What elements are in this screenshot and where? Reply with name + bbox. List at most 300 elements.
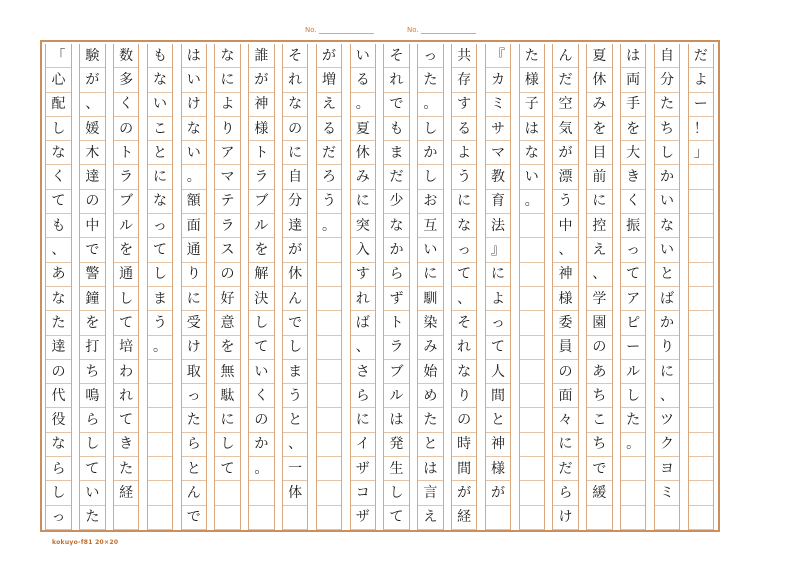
handwritten-character: 教 bbox=[490, 169, 505, 186]
handwritten-character: ち bbox=[592, 387, 607, 404]
manuscript-square bbox=[689, 506, 714, 530]
manuscript-square bbox=[452, 360, 477, 384]
handwritten-character: 時 bbox=[457, 436, 472, 453]
handwritten-character: た bbox=[119, 460, 134, 477]
manuscript-square bbox=[418, 311, 443, 335]
handwritten-character: 。 bbox=[355, 96, 370, 113]
manuscript-column bbox=[214, 44, 241, 530]
manuscript-square bbox=[486, 384, 511, 408]
manuscript-square bbox=[148, 360, 173, 384]
handwritten-character: 意 bbox=[220, 314, 235, 331]
handwritten-character: ら bbox=[85, 412, 100, 429]
manuscript-square bbox=[553, 190, 578, 214]
handwritten-character: い bbox=[186, 144, 201, 161]
handwritten-character: に bbox=[186, 290, 201, 307]
manuscript-square bbox=[317, 384, 342, 408]
handwritten-character: 額 bbox=[186, 193, 201, 210]
manuscript-square bbox=[46, 263, 71, 287]
manuscript-square bbox=[689, 166, 714, 190]
handwritten-character: よ bbox=[693, 71, 708, 88]
handwritten-character: そ bbox=[457, 314, 472, 331]
handwritten-character: め bbox=[423, 387, 438, 404]
handwritten-character: た bbox=[423, 412, 438, 429]
manuscript-square bbox=[587, 336, 612, 360]
manuscript-square bbox=[148, 384, 173, 408]
manuscript-square bbox=[249, 68, 274, 92]
handwritten-character: で bbox=[389, 96, 404, 113]
handwritten-character: の bbox=[288, 120, 303, 137]
handwritten-character: っ bbox=[423, 47, 438, 64]
handwritten-character: 夏 bbox=[592, 47, 607, 64]
manuscript-square bbox=[114, 93, 139, 117]
handwritten-character: と bbox=[490, 412, 505, 429]
manuscript-square bbox=[655, 481, 680, 505]
manuscript-square bbox=[215, 117, 240, 141]
handwritten-character: 。 bbox=[321, 217, 336, 234]
manuscript-square bbox=[486, 287, 511, 311]
handwritten-character: し bbox=[288, 339, 303, 356]
handwritten-character: が bbox=[288, 242, 303, 259]
handwritten-character: え bbox=[423, 509, 438, 526]
handwritten-character: と bbox=[423, 436, 438, 453]
handwritten-character: 神 bbox=[490, 436, 505, 453]
handwritten-character: 神 bbox=[558, 266, 573, 283]
handwritten-character: 役 bbox=[51, 412, 66, 429]
manuscript-square bbox=[182, 311, 207, 335]
manuscript-square bbox=[553, 141, 578, 165]
manuscript-square bbox=[486, 457, 511, 481]
handwritten-character: ツ bbox=[659, 412, 674, 429]
manuscript-square bbox=[114, 311, 139, 335]
handwritten-character: ！ bbox=[693, 120, 708, 137]
handwritten-character: 一 bbox=[288, 460, 303, 477]
manuscript-square bbox=[182, 190, 207, 214]
manuscript-square bbox=[148, 481, 173, 505]
manuscript-square bbox=[689, 68, 714, 92]
handwritten-character: 培 bbox=[119, 339, 134, 356]
manuscript-square bbox=[520, 166, 545, 190]
number-underline bbox=[421, 27, 476, 34]
handwritten-character: う bbox=[152, 314, 167, 331]
manuscript-square bbox=[452, 409, 477, 433]
manuscript-square bbox=[215, 287, 240, 311]
handwritten-character: 代 bbox=[51, 387, 66, 404]
manuscript-square bbox=[317, 117, 342, 141]
handwritten-character: 。 bbox=[186, 169, 201, 186]
manuscript-square bbox=[655, 141, 680, 165]
manuscript-column bbox=[350, 44, 377, 530]
manuscript-square bbox=[587, 68, 612, 92]
manuscript-square bbox=[114, 384, 139, 408]
handwritten-character: け bbox=[558, 509, 573, 526]
manuscript-square bbox=[148, 311, 173, 335]
manuscript-square bbox=[317, 433, 342, 457]
handwritten-character: か bbox=[659, 169, 674, 186]
handwritten-character: れ bbox=[355, 290, 370, 307]
handwritten-character: 前 bbox=[592, 169, 607, 186]
handwritten-character: 園 bbox=[592, 314, 607, 331]
manuscript-square bbox=[114, 214, 139, 238]
manuscript-square bbox=[182, 409, 207, 433]
manuscript-square bbox=[587, 433, 612, 457]
handwritten-character: ち bbox=[592, 436, 607, 453]
handwritten-character: 存 bbox=[457, 71, 472, 88]
manuscript-column bbox=[519, 44, 546, 530]
manuscript-square bbox=[553, 214, 578, 238]
number-label-left bbox=[305, 26, 374, 34]
manuscript-square bbox=[452, 311, 477, 335]
manuscript-square bbox=[182, 360, 207, 384]
manuscript-column bbox=[552, 44, 579, 530]
handwritten-character: サ bbox=[490, 120, 505, 137]
handwritten-character: 目 bbox=[592, 144, 607, 161]
manuscript-square bbox=[621, 68, 646, 92]
manuscript-square bbox=[689, 457, 714, 481]
manuscript-square bbox=[621, 384, 646, 408]
manuscript-square bbox=[418, 214, 443, 238]
handwritten-character: か bbox=[389, 242, 404, 259]
manuscript-square bbox=[317, 166, 342, 190]
handwritten-character: い bbox=[659, 242, 674, 259]
handwritten-character: か bbox=[254, 436, 269, 453]
manuscript-square bbox=[148, 336, 173, 360]
manuscript-square bbox=[114, 457, 139, 481]
handwritten-character: コ bbox=[355, 485, 370, 502]
handwritten-character: 大 bbox=[626, 144, 641, 161]
manuscript-square bbox=[587, 166, 612, 190]
manuscript-square bbox=[587, 311, 612, 335]
handwritten-character: す bbox=[355, 266, 370, 283]
manuscript-square bbox=[182, 506, 207, 530]
manuscript-square bbox=[384, 214, 409, 238]
manuscript-square bbox=[486, 336, 511, 360]
handwritten-character: マ bbox=[220, 169, 235, 186]
manuscript-sheet bbox=[40, 40, 720, 532]
manuscript-square bbox=[418, 287, 443, 311]
handwritten-character: す bbox=[457, 96, 472, 113]
handwritten-character: 好 bbox=[220, 290, 235, 307]
manuscript-square bbox=[553, 238, 578, 262]
manuscript-square bbox=[148, 457, 173, 481]
manuscript-square bbox=[249, 238, 274, 262]
handwritten-character: 学 bbox=[592, 290, 607, 307]
number-label-right bbox=[407, 26, 476, 34]
manuscript-square bbox=[249, 457, 274, 481]
handwritten-character: ル bbox=[389, 387, 404, 404]
manuscript-square bbox=[283, 141, 308, 165]
manuscript-square bbox=[317, 93, 342, 117]
manuscript-square bbox=[384, 166, 409, 190]
manuscript-square bbox=[46, 360, 71, 384]
manuscript-square bbox=[351, 190, 376, 214]
manuscript-square bbox=[317, 336, 342, 360]
manuscript-square bbox=[46, 166, 71, 190]
handwritten-character: よ bbox=[490, 290, 505, 307]
handwritten-character: の bbox=[85, 193, 100, 210]
handwritten-character: 」 bbox=[693, 144, 708, 161]
manuscript-square bbox=[46, 384, 71, 408]
handwritten-character: ん bbox=[186, 485, 201, 502]
manuscript-square bbox=[587, 481, 612, 505]
manuscript-square bbox=[283, 311, 308, 335]
handwritten-character: が bbox=[321, 47, 336, 64]
manuscript-square bbox=[486, 433, 511, 457]
handwritten-character: に bbox=[490, 266, 505, 283]
manuscript-square bbox=[148, 287, 173, 311]
handwritten-character: 体 bbox=[288, 485, 303, 502]
manuscript-column bbox=[45, 44, 72, 530]
handwritten-character: 間 bbox=[490, 387, 505, 404]
handwritten-character: な bbox=[457, 217, 472, 234]
handwritten-character: ら bbox=[186, 436, 201, 453]
handwritten-character: い bbox=[85, 485, 100, 502]
handwritten-character: 分 bbox=[288, 193, 303, 210]
manuscript-square bbox=[249, 506, 274, 530]
manuscript-square bbox=[655, 311, 680, 335]
handwritten-character: し bbox=[254, 314, 269, 331]
handwritten-character: ば bbox=[659, 290, 674, 307]
handwritten-character: 休 bbox=[288, 266, 303, 283]
handwritten-character: 警 bbox=[85, 266, 100, 283]
manuscript-square bbox=[655, 190, 680, 214]
handwritten-character: 様 bbox=[490, 460, 505, 477]
handwritten-character: 経 bbox=[119, 485, 134, 502]
manuscript-square bbox=[148, 93, 173, 117]
manuscript-square bbox=[215, 238, 240, 262]
handwritten-character: 木 bbox=[85, 144, 100, 161]
manuscript-square bbox=[655, 457, 680, 481]
manuscript-square bbox=[553, 263, 578, 287]
manuscript-column bbox=[113, 44, 140, 530]
manuscript-square bbox=[148, 506, 173, 530]
manuscript-square bbox=[520, 44, 545, 68]
manuscript-square bbox=[80, 238, 105, 262]
handwritten-character: た bbox=[51, 314, 66, 331]
manuscript-square bbox=[148, 117, 173, 141]
handwritten-character: に bbox=[152, 169, 167, 186]
manuscript-square bbox=[46, 93, 71, 117]
manuscript-square bbox=[283, 481, 308, 505]
handwritten-character: 通 bbox=[186, 242, 201, 259]
manuscript-square bbox=[384, 44, 409, 68]
manuscript-square bbox=[520, 433, 545, 457]
manuscript-square bbox=[317, 287, 342, 311]
handwritten-character: は bbox=[626, 47, 641, 64]
manuscript-square bbox=[80, 433, 105, 457]
manuscript-square bbox=[249, 384, 274, 408]
manuscript-square bbox=[553, 166, 578, 190]
manuscript-square bbox=[621, 263, 646, 287]
handwritten-character: ク bbox=[659, 436, 674, 453]
manuscript-square bbox=[553, 68, 578, 92]
manuscript-square bbox=[655, 506, 680, 530]
manuscript-square bbox=[384, 311, 409, 335]
manuscript-square bbox=[486, 141, 511, 165]
manuscript-square bbox=[553, 457, 578, 481]
manuscript-square bbox=[46, 141, 71, 165]
handwritten-character: て bbox=[119, 412, 134, 429]
handwritten-character: 、 bbox=[51, 242, 66, 259]
handwritten-character: て bbox=[626, 266, 641, 283]
manuscript-square bbox=[283, 506, 308, 530]
handwritten-character: と bbox=[152, 144, 167, 161]
handwritten-character: 数 bbox=[119, 47, 134, 64]
handwritten-character: だ bbox=[693, 47, 708, 64]
handwritten-character: 言 bbox=[423, 485, 438, 502]
handwritten-character: 委 bbox=[558, 314, 573, 331]
manuscript-square bbox=[655, 44, 680, 68]
handwritten-character: な bbox=[288, 96, 303, 113]
manuscript-square bbox=[114, 506, 139, 530]
handwritten-character: 』 bbox=[490, 242, 505, 259]
manuscript-column bbox=[383, 44, 410, 530]
manuscript-square bbox=[587, 384, 612, 408]
manuscript-square bbox=[621, 506, 646, 530]
manuscript-square bbox=[249, 190, 274, 214]
handwritten-character: 。 bbox=[626, 436, 641, 453]
manuscript-square bbox=[553, 44, 578, 68]
handwritten-character: 互 bbox=[423, 217, 438, 234]
manuscript-square bbox=[655, 238, 680, 262]
handwritten-character: ず bbox=[389, 290, 404, 307]
handwritten-character: の bbox=[254, 412, 269, 429]
handwritten-character: が bbox=[490, 485, 505, 502]
handwritten-character: 少 bbox=[389, 193, 404, 210]
handwritten-character: ー bbox=[693, 96, 708, 113]
manuscript-square bbox=[283, 287, 308, 311]
manuscript-square bbox=[587, 409, 612, 433]
handwritten-character: さ bbox=[355, 363, 370, 380]
handwritten-character: 達 bbox=[288, 217, 303, 234]
manuscript-square bbox=[215, 336, 240, 360]
handwritten-character: い bbox=[152, 96, 167, 113]
manuscript-square bbox=[655, 68, 680, 92]
handwritten-character: に bbox=[659, 363, 674, 380]
manuscript-square bbox=[80, 117, 105, 141]
manuscript-square bbox=[249, 214, 274, 238]
manuscript-square bbox=[452, 190, 477, 214]
manuscript-square bbox=[249, 311, 274, 335]
manuscript-square bbox=[655, 433, 680, 457]
handwritten-character: ー bbox=[626, 339, 641, 356]
manuscript-square bbox=[148, 433, 173, 457]
manuscript-square bbox=[215, 93, 240, 117]
handwritten-character: に bbox=[355, 193, 370, 210]
handwritten-character: あ bbox=[51, 266, 66, 283]
handwritten-character: 、 bbox=[457, 290, 472, 307]
manuscript-square bbox=[182, 44, 207, 68]
handwritten-character: ル bbox=[119, 217, 134, 234]
manuscript-square bbox=[621, 141, 646, 165]
handwritten-character: て bbox=[152, 242, 167, 259]
handwritten-character: 。 bbox=[524, 193, 539, 210]
manuscript-square bbox=[452, 263, 477, 287]
manuscript-square bbox=[587, 141, 612, 165]
handwritten-character: い bbox=[355, 47, 370, 64]
handwritten-character: し bbox=[659, 144, 674, 161]
handwritten-character: 決 bbox=[254, 290, 269, 307]
manuscript-column bbox=[417, 44, 444, 530]
handwritten-character: テ bbox=[220, 193, 235, 210]
manuscript-square bbox=[351, 457, 376, 481]
handwritten-character: ザ bbox=[355, 460, 370, 477]
manuscript-square bbox=[215, 214, 240, 238]
manuscript-square bbox=[114, 166, 139, 190]
handwritten-character: 。 bbox=[152, 339, 167, 356]
handwritten-character: 発 bbox=[389, 436, 404, 453]
handwritten-character: み bbox=[592, 96, 607, 113]
manuscript-square bbox=[621, 238, 646, 262]
manuscript-square bbox=[215, 506, 240, 530]
handwritten-character: ラ bbox=[220, 217, 235, 234]
manuscript-square bbox=[80, 409, 105, 433]
handwritten-character: し bbox=[85, 436, 100, 453]
handwritten-character: た bbox=[659, 96, 674, 113]
handwritten-character: ら bbox=[389, 266, 404, 283]
handwritten-character: な bbox=[51, 436, 66, 453]
manuscript-square bbox=[520, 360, 545, 384]
manuscript-square bbox=[351, 238, 376, 262]
manuscript-square bbox=[283, 457, 308, 481]
handwritten-character: て bbox=[119, 314, 134, 331]
handwritten-character: 間 bbox=[457, 460, 472, 477]
handwritten-character: 手 bbox=[626, 96, 641, 113]
manuscript-square bbox=[520, 68, 545, 92]
handwritten-character: し bbox=[423, 120, 438, 137]
manuscript-square bbox=[486, 263, 511, 287]
handwritten-character: 配 bbox=[51, 96, 66, 113]
manuscript-square bbox=[587, 238, 612, 262]
handwritten-character: は bbox=[186, 47, 201, 64]
handwritten-character: な bbox=[186, 120, 201, 137]
manuscript-square bbox=[351, 214, 376, 238]
manuscript-square bbox=[587, 214, 612, 238]
handwritten-character: が bbox=[85, 71, 100, 88]
handwritten-character: ん bbox=[558, 47, 573, 64]
manuscript-square bbox=[587, 190, 612, 214]
manuscript-square bbox=[351, 263, 376, 287]
manuscript-square bbox=[351, 287, 376, 311]
handwritten-character: ザ bbox=[355, 509, 370, 526]
manuscript-square bbox=[689, 141, 714, 165]
handwritten-character: ら bbox=[355, 387, 370, 404]
manuscript-square bbox=[80, 141, 105, 165]
handwritten-character: 『 bbox=[490, 47, 505, 64]
manuscript-square bbox=[418, 117, 443, 141]
manuscript-square bbox=[114, 481, 139, 505]
handwritten-character: な bbox=[152, 71, 167, 88]
manuscript-square bbox=[553, 336, 578, 360]
manuscript-square bbox=[80, 44, 105, 68]
manuscript-square bbox=[114, 336, 139, 360]
handwritten-character: て bbox=[85, 460, 100, 477]
manuscript-square bbox=[215, 263, 240, 287]
manuscript-square bbox=[520, 238, 545, 262]
manuscript-square bbox=[520, 117, 545, 141]
manuscript-square bbox=[384, 263, 409, 287]
handwritten-character: に bbox=[423, 266, 438, 283]
manuscript-square bbox=[317, 506, 342, 530]
handwritten-character: 達 bbox=[51, 339, 66, 356]
handwritten-character: あ bbox=[592, 363, 607, 380]
manuscript-square bbox=[520, 214, 545, 238]
handwritten-character: 育 bbox=[490, 193, 505, 210]
handwritten-character: の bbox=[119, 120, 134, 137]
manuscript-square bbox=[249, 360, 274, 384]
handwritten-character: 自 bbox=[659, 47, 674, 64]
handwritten-character: ブ bbox=[254, 193, 269, 210]
handwritten-character: い bbox=[659, 193, 674, 210]
